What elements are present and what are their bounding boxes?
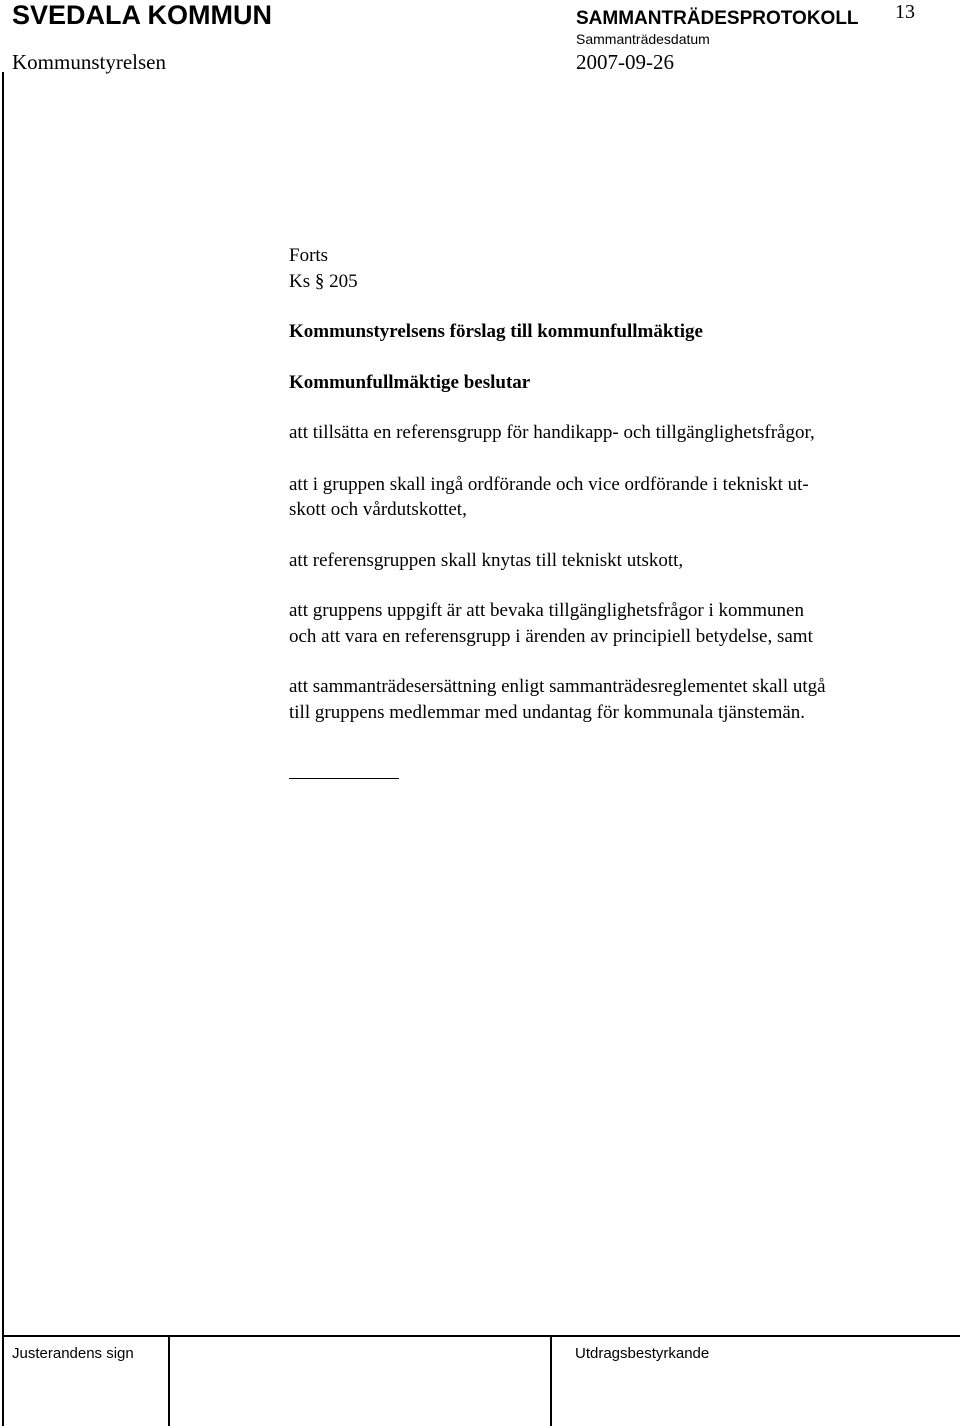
document-type: SAMMANTRÄDESPROTOKOLL	[576, 8, 859, 29]
utdragsbestyrkande-label: Utdragsbestyrkande	[575, 1345, 710, 1362]
justerandens-sign-label: Justerandens sign	[12, 1345, 134, 1362]
footer-divider	[550, 1335, 552, 1426]
decision-clause: att sammanträdesersättning enligt sammanträdesreglementet skall utgå	[289, 676, 826, 697]
footer-divider	[168, 1335, 170, 1426]
decision-clause: att gruppens uppgift är att bevaka tillgänglighetsfrågor i kommunen	[289, 600, 804, 621]
page-number: 13	[895, 1, 915, 23]
paragraph-reference: Ks § 205	[289, 270, 358, 292]
decision-clause: att tillsätta en referensgrupp för handikapp- och tillgänglighetsfrågor,	[289, 422, 815, 443]
organization-name: SVEDALA KOMMUN	[12, 0, 272, 30]
spacer	[289, 294, 929, 319]
end-separator-line	[289, 778, 399, 779]
board-name: Kommunstyrelsen	[12, 50, 166, 74]
meeting-date-label: Sammanträdesdatum	[576, 31, 710, 47]
decision-heading: Kommunfullmäktige beslutar	[289, 371, 531, 393]
spacer	[289, 345, 929, 370]
decision-clause: att i gruppen skall ingå ordförande och vice ordförande i tekniskt ut-	[289, 473, 809, 495]
spacer	[289, 523, 929, 548]
decision-clause-continued: och att vara en referensgrupp i ärenden av principiell betydelse, samt	[289, 625, 813, 647]
decision-clause-continued: till gruppens medlemmar med undantag för kommunala tjänstemän.	[289, 701, 806, 723]
spacer	[289, 573, 929, 598]
spacer	[289, 395, 929, 420]
spacer	[289, 649, 929, 674]
continued-label: Forts	[289, 245, 329, 266]
meeting-date-value: 2007-09-26	[576, 50, 674, 74]
protocol-body	[289, 243, 929, 725]
decision-clause: att referensgruppen skall knytas till tekniskt utskott,	[289, 549, 684, 571]
left-margin-rule	[2, 72, 4, 1426]
proposal-heading: Kommunstyrelsens förslag till kommunfullmäktige	[289, 321, 703, 342]
footer-top-rule	[2, 1335, 960, 1337]
decision-clause-continued: skott och vårdutskottet,	[289, 499, 467, 520]
spacer	[289, 446, 929, 472]
